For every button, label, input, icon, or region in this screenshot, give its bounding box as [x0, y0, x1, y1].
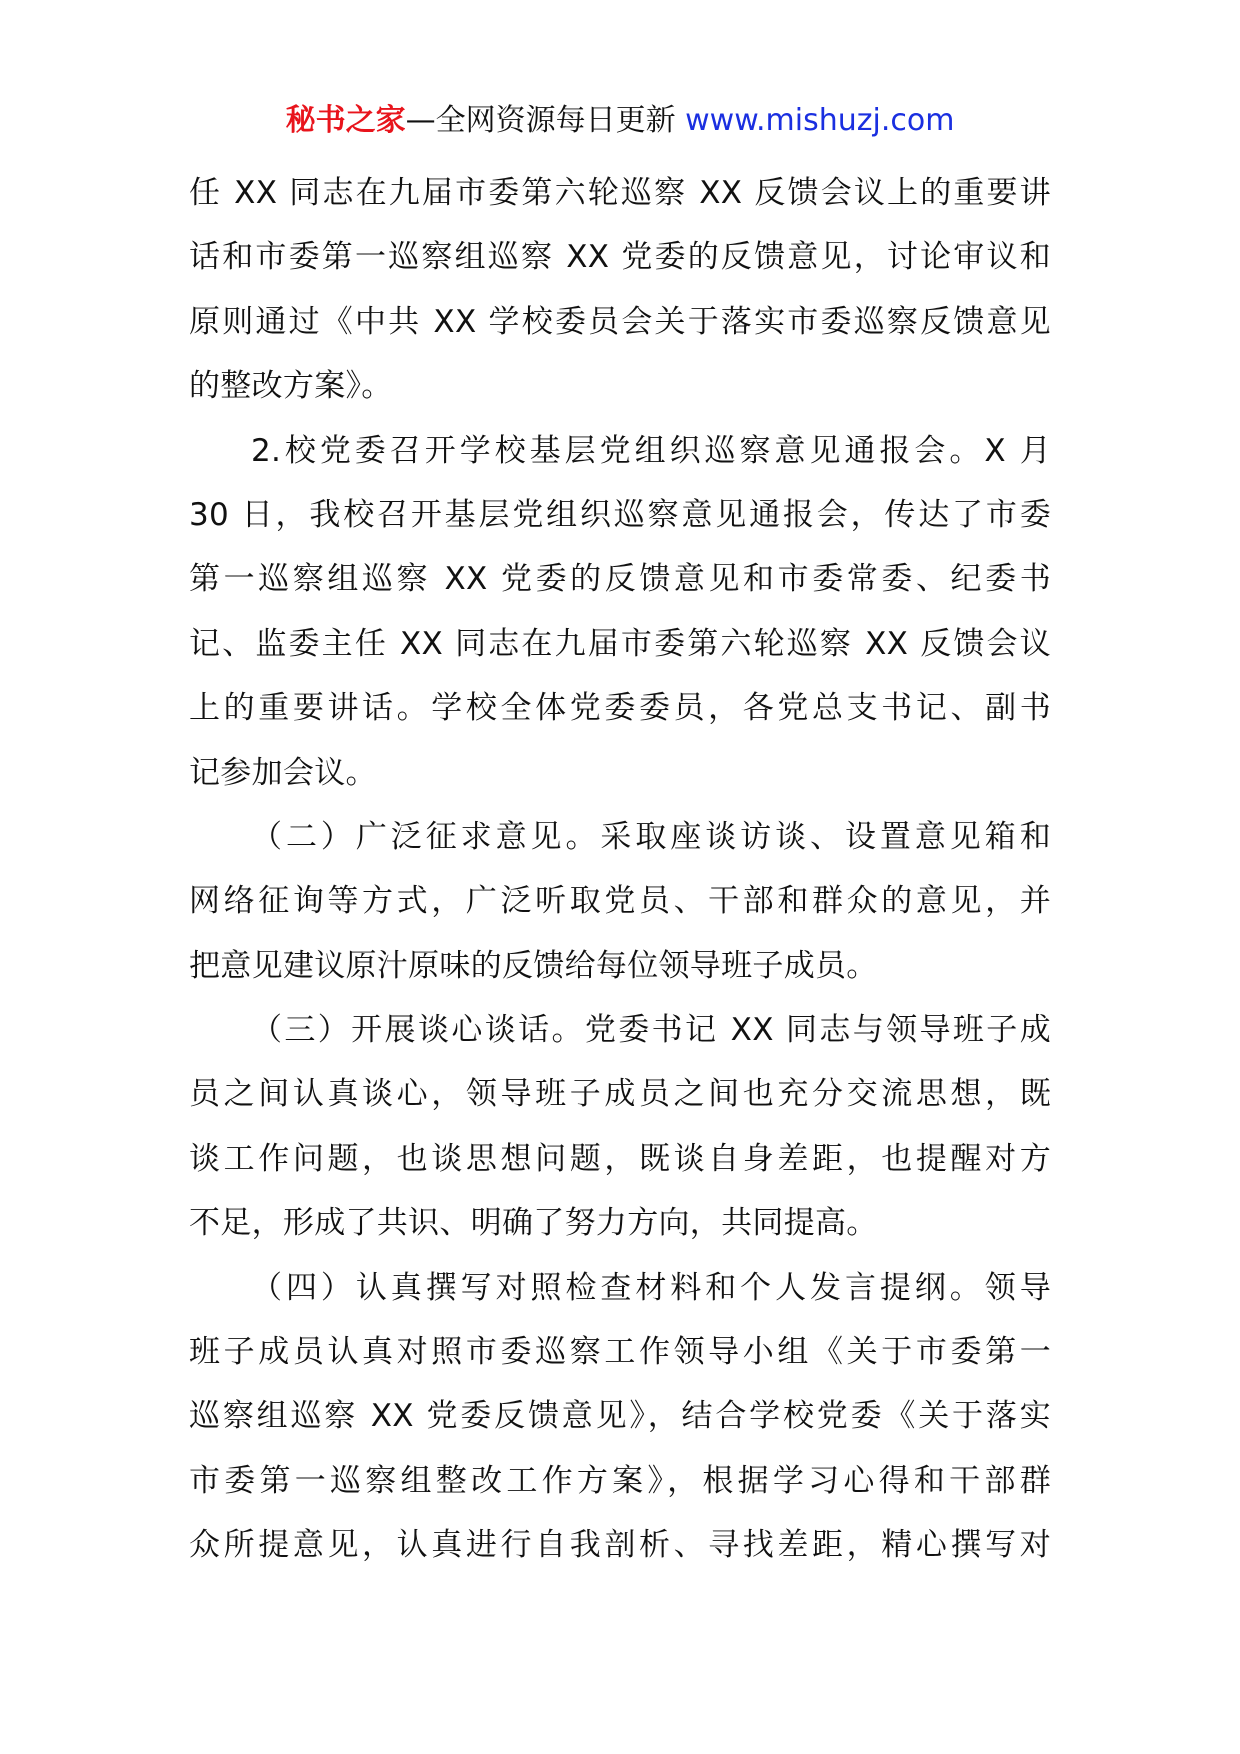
- text-line: 30 日，我校召开基层党组织巡察意见通报会，传达了市委: [189, 496, 1051, 533]
- paragraph-start-line: （二）广泛征求意见。采取座谈访谈、设置意见箱和: [251, 818, 1051, 855]
- site-brand: 秘书之家: [285, 103, 406, 138]
- text-line: 不足，形成了共识、明确了努力方向，共同提高。: [189, 1205, 878, 1242]
- text-line: 话和市委第一巡察组巡察 XX 党委的反馈意见，讨论审议和: [189, 239, 1051, 276]
- text-line: 网络征询等方式，广泛听取党员、干部和群众的意见，并: [189, 883, 1051, 920]
- site-url-link[interactable]: www.mishuzj.com: [685, 103, 955, 138]
- text-line: 原则通过《中共 XX 学校委员会关于落实市委巡察反馈意见: [189, 303, 1051, 340]
- site-header: [0, 100, 1240, 142]
- paragraph-start-line: （三）开展谈心谈话。党委书记 XX 同志与领导班子成: [251, 1012, 1051, 1049]
- text-line: 任 XX 同志在九届市委第六轮巡察 XX 反馈会议上的重要讲: [189, 175, 1051, 211]
- text-line: 市委第一巡察组整改工作方案》，根据学习心得和干部群: [189, 1462, 1051, 1499]
- text-line: 第一巡察组巡察 XX 党委的反馈意见和市委常委、纪委书: [189, 561, 1051, 598]
- text-line: 巡察组巡察 XX 党委反馈意见》，结合学校党委《关于落实: [189, 1398, 1051, 1435]
- document-body: [189, 161, 1051, 1578]
- text-line: 众所提意见，认真进行自我剖析、寻找差距，精心撰写对: [189, 1527, 1051, 1564]
- text-line: 班子成员认真对照市委巡察工作领导小组《关于市委第一: [189, 1334, 1051, 1371]
- site-tagline: —全网资源每日更新: [405, 103, 686, 138]
- text-line: 谈工作问题，也谈思想问题，既谈自身差距，也提醒对方: [189, 1140, 1051, 1177]
- text-line: 员之间认真谈心，领导班子成员之间也充分交流思想，既: [189, 1076, 1051, 1113]
- text-line: 记、监委主任 XX 同志在九届市委第六轮巡察 XX 反馈会议: [189, 625, 1051, 662]
- text-line: 的整改方案》。: [189, 368, 393, 405]
- text-line: 记参加会议。: [189, 754, 377, 791]
- text-line: 把意见建议原汁原味的反馈给每位领导班子成员。: [189, 947, 878, 984]
- text-line: 上的重要讲话。学校全体党委委员，各党总支书记、副书: [189, 690, 1051, 727]
- paragraph-start-line: 2.校党委召开学校基层党组织巡察意见通报会。X 月: [251, 432, 1051, 469]
- paragraph-start-line: （四）认真撰写对照检查材料和个人发言提纲。领导: [251, 1269, 1051, 1306]
